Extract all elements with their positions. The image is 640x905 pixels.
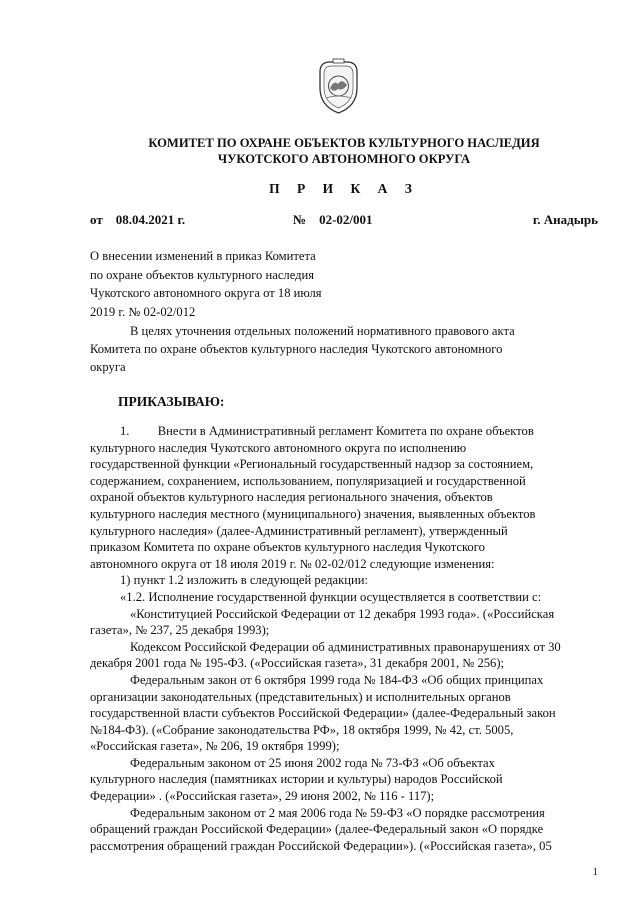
body-line: государственной функции «Региональный государственный надзор за состоянием, xyxy=(90,457,534,472)
subject-line: Чукотского автономного округа от 18 июля xyxy=(90,286,322,300)
body-line: приказом Комитета по охране объектов культурного наследия Чукотского xyxy=(90,540,485,555)
body-line: «1.2. Исполнение государственной функции осуществляется в соответствии с: xyxy=(120,589,542,604)
committee-name-line: КОМИТЕТ ПО ОХРАНЕ ОБЪЕКТОВ КУЛЬТУРНОГО НАСЛЕДИЯ xyxy=(148,136,540,150)
body-line: культурного наследия Чукотского автономного округа по исполнению xyxy=(90,440,467,455)
body-line: культурного наследия местного (муниципального) значения, выявленных объектов xyxy=(90,506,536,521)
preamble-line: округа xyxy=(90,360,126,374)
body-line: организации законодательных (представительных) и исполнительных органов xyxy=(90,689,511,704)
coat-of-arms-emblem-icon xyxy=(316,58,361,116)
subject-line: О внесении изменений в приказ Комитета xyxy=(90,249,316,263)
body-line: «Конституцией Российской Федерации от 12 декабря 1993 года». («Российская xyxy=(130,606,555,621)
body-line: содержанием, сохранением, использованием, популяризацией и государственной xyxy=(90,473,526,488)
body-line: культурного наследия (памятниках истории и культуры) народов Российской xyxy=(90,772,503,787)
subject-line: по охране объектов культурного наследия xyxy=(90,267,315,282)
body-line: декабря 2001 года № 195-ФЗ. («Российская газета», 31 декабря 2001, № 256); xyxy=(90,656,505,671)
committee-name-line: ЧУКОТСКОГО АВТОНОМНОГО ОКРУГА xyxy=(217,151,471,166)
body-line: Кодексом Российской Федерации об административных правонарушениях от 30 xyxy=(130,639,561,654)
preamble xyxy=(90,322,598,376)
prikazyvayu-heading: ПРИКАЗЫВАЮ: xyxy=(118,394,225,409)
body-line: Федеральным закон от 6 октября 1999 года № 184-ФЗ «Об общих принципах xyxy=(130,672,544,687)
committee-name xyxy=(90,136,598,167)
body-line: №184-ФЗ). («Собрание законодательства РФ», 18 октября 1999, № 42, ст. 5005, xyxy=(90,722,514,737)
body-line: государственной власти субъектов Российской Федерации» (далее-Федеральный закон xyxy=(90,706,556,721)
body-line: Федерации» . («Российская газета», 29 июня 2002, № 116 - 117); xyxy=(90,789,435,804)
body-line: культурного наследия» (далее-Административный регламент), утвержденный xyxy=(90,523,508,538)
order-city: г. Анадырь xyxy=(532,212,598,227)
order-date: от 08.04.2021 г. xyxy=(90,212,186,227)
page-number: 1 xyxy=(592,866,598,878)
preamble-line: В целях уточнения отдельных положений нормативного правового акта xyxy=(130,324,515,338)
body-line: рассмотрения обращений граждан Российской Федерации»). («Российская газета», 05 xyxy=(90,838,552,853)
order-title: П Р И К А З xyxy=(269,181,419,196)
body-line: 1. Внести в Административный регламент Комитета по охране объектов xyxy=(120,424,534,438)
order-subject xyxy=(90,247,390,321)
order-meta xyxy=(90,212,598,230)
body-line: Федеральным законом от 2 мая 2006 года № 59-ФЗ «О порядке рассмотрения xyxy=(130,805,545,820)
body-line: газета», № 237, 25 декабря 1993); xyxy=(90,623,270,638)
preamble-line: Комитета по охране объектов культурного наследия Чукотского автономного xyxy=(90,342,503,356)
body-line: «Российская газета», № 206, 19 октября 1999); xyxy=(90,739,340,754)
body-line: охраной объектов культурного наследия регионального значения, объектов xyxy=(90,490,493,505)
body-line: обращений граждан Российской Федерации» (далее-Федеральный закон «О порядке xyxy=(90,822,544,837)
body-line: автономного округа от 18 июля 2019 г. № 02-02/012 следующие изменения: xyxy=(90,556,495,571)
order-number: № 02-02/001 xyxy=(293,212,373,227)
body-line: 1) пункт 1.2 изложить в следующей редакции: xyxy=(120,573,368,588)
subject-line: 2019 г. № 02-02/012 xyxy=(90,304,196,319)
body-line: Федеральным законом от 25 июня 2002 года № 73-ФЗ «Об объектах xyxy=(130,755,495,770)
order-body xyxy=(90,423,598,854)
